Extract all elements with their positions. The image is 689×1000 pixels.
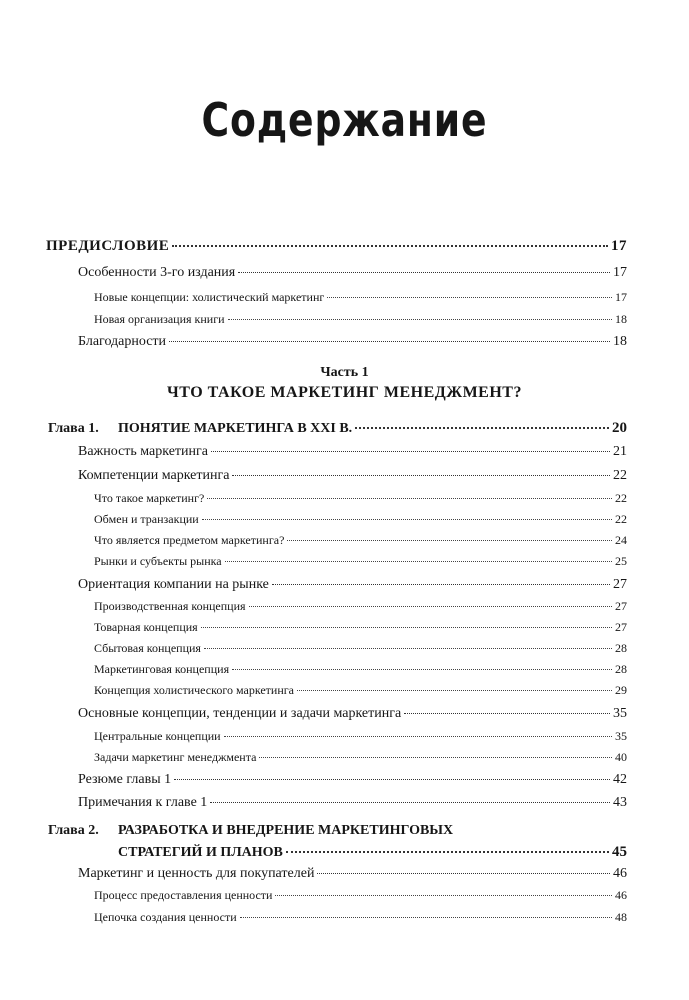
toc-entry-title: Примечания к главе 1 [78,795,208,810]
toc-entry-page: 17 [613,265,627,280]
dot-leader [275,895,612,896]
toc-entry[interactable] [94,641,627,656]
toc-entry[interactable] [94,599,627,614]
dot-leader [238,272,610,273]
toc-entry[interactable] [94,662,627,677]
toc-entry-title: Производственная концепция [94,599,246,613]
dot-leader [202,519,612,520]
toc-entry-page: 46 [613,866,627,881]
toc-entry-page: 17 [611,238,627,254]
dot-leader [249,606,612,607]
toc-entry-title: Основные концепции, тенденции и задачи маркетинга [78,706,402,721]
toc-entry[interactable] [94,533,627,548]
toc-entry[interactable] [78,577,627,593]
dot-leader [172,245,608,247]
toc-entry-page: 22 [615,512,627,526]
dot-leader [211,451,610,452]
toc-entry[interactable] [94,491,627,506]
dot-leader [327,297,612,298]
dot-leader [204,648,612,649]
toc-entry-page: 42 [613,772,627,787]
dot-leader [228,319,612,320]
dot-leader [224,736,612,737]
dot-leader [317,873,610,874]
toc-entry-page: 24 [615,533,627,547]
toc-entry[interactable] [78,334,627,350]
dot-leader [225,561,612,562]
toc-entry-page: 25 [615,554,627,568]
chapter-page: 20 [612,420,627,436]
chapter-2-heading [48,823,453,839]
toc-entry-title: Рынки и субъекты рынка [94,554,222,568]
chapter-label: Глава 1. [48,421,99,436]
toc-entry-title: Товарная концепция [94,620,198,634]
toc-entry[interactable] [94,512,627,527]
toc-entry-title: Процесс предоставления ценности [94,888,273,902]
toc-entry-title: Важность маркетинга [78,444,208,459]
toc-entry[interactable] [94,888,627,903]
toc-entry[interactable] [94,683,627,698]
toc-entry-title: Концепция холистического маркетинга [94,683,295,697]
dot-leader [207,498,612,499]
toc-entry-title: Что является предметом маркетинга? [94,533,285,547]
toc-entry-page: 43 [613,795,627,810]
toc-entry-title: Обмен и транзакции [94,512,199,526]
toc-entry[interactable] [78,706,627,722]
toc-entry[interactable] [94,750,627,765]
toc-entry-title: Резюме главы 1 [78,772,172,787]
toc-entry-title: Маркетинг и ценность для покупателей [78,866,315,881]
toc-entry-title: Сбытовая концепция [94,641,201,655]
chapter-title-line-1: РАЗРАБОТКА И ВНЕДРЕНИЕ МАРКЕТИНГОВЫХ [118,823,454,838]
chapter-title-line-2: СТРАТЕГИЙ И ПЛАНОВ [118,845,283,860]
toc-entry-page: 29 [615,683,627,697]
toc-entry[interactable] [94,290,627,305]
toc-entry[interactable] [94,910,627,925]
toc-entry[interactable] [94,312,627,327]
toc-entry-page: 18 [613,334,627,349]
dot-leader [404,713,610,714]
toc-entry-page: 28 [615,662,627,676]
toc-entry[interactable] [78,772,627,788]
toc-entry-page: 22 [613,468,627,483]
toc-entry[interactable] [78,444,627,460]
toc-entry-page: 28 [615,641,627,655]
dot-leader [174,779,610,780]
dot-leader [240,917,612,918]
toc-entry-title: Ориентация компании на рынке [78,577,269,592]
dot-leader [232,475,610,476]
part-number: Часть 1 [320,365,369,380]
chapter-title: ПОНЯТИЕ МАРКЕТИНГА В XXI В. [118,421,353,436]
toc-entry-page: 18 [615,312,627,326]
toc-entry-page: 46 [615,888,627,902]
toc-entry-title: Благодарности [78,334,167,349]
chapter-page: 45 [612,844,627,860]
toc-entry-title: Что такое маркетинг? [94,491,205,505]
dot-leader [286,851,609,853]
toc-entry-preface[interactable] [46,238,627,255]
toc-entry-title: Центральные концепции [94,729,221,743]
toc-entry-page: 35 [615,729,627,743]
toc-entry-page: 48 [615,910,627,924]
dot-leader [259,757,612,758]
toc-entry-chapter-1[interactable] [48,420,627,437]
dot-leader [169,341,610,342]
toc-entry[interactable] [78,795,627,811]
toc-entry-page: 27 [615,620,627,634]
dot-leader [355,427,609,429]
toc-entry-title: Задачи маркетинг менеджмента [94,750,257,764]
toc-entry-title: Цепочка создания ценности [94,910,237,924]
dot-leader [287,540,612,541]
toc-entry-page: 17 [615,290,627,304]
toc-entry-title: Особенности 3-го издания [78,265,236,280]
page-title: Содержание [201,93,488,147]
dot-leader [232,669,612,670]
toc-entry-title: Новая организация книги [94,312,225,326]
toc-entry[interactable] [78,866,627,882]
toc-entry-title: Новые концепции: холистический маркетинг [94,290,325,304]
toc-entry-page: 27 [613,577,627,592]
toc-entry[interactable] [78,468,627,484]
toc-entry-page: 21 [613,444,627,459]
chapter-label: Глава 2. [48,823,99,838]
dot-leader [201,627,612,628]
toc-entry-chapter-2[interactable] [118,844,627,861]
dot-leader [272,584,610,585]
toc-entry[interactable] [94,729,627,744]
toc-entry-page: 35 [613,706,627,721]
dot-leader [210,802,610,803]
toc-entry[interactable] [78,265,627,281]
toc-entry-page: 40 [615,750,627,764]
toc-entry[interactable] [94,620,627,635]
toc-entry-page: 27 [615,599,627,613]
toc-entry-title: ПРЕДИСЛОВИЕ [46,238,170,254]
dot-leader [297,690,612,691]
toc-entry[interactable] [94,554,627,569]
toc-entry-title: Компетенции маркетинга [78,468,230,483]
toc-entry-page: 22 [615,491,627,505]
part-title: ЧТО ТАКОЕ МАРКЕТИНГ МЕНЕДЖМЕНТ? [167,384,522,401]
toc-entry-title: Маркетинговая концепция [94,662,230,676]
